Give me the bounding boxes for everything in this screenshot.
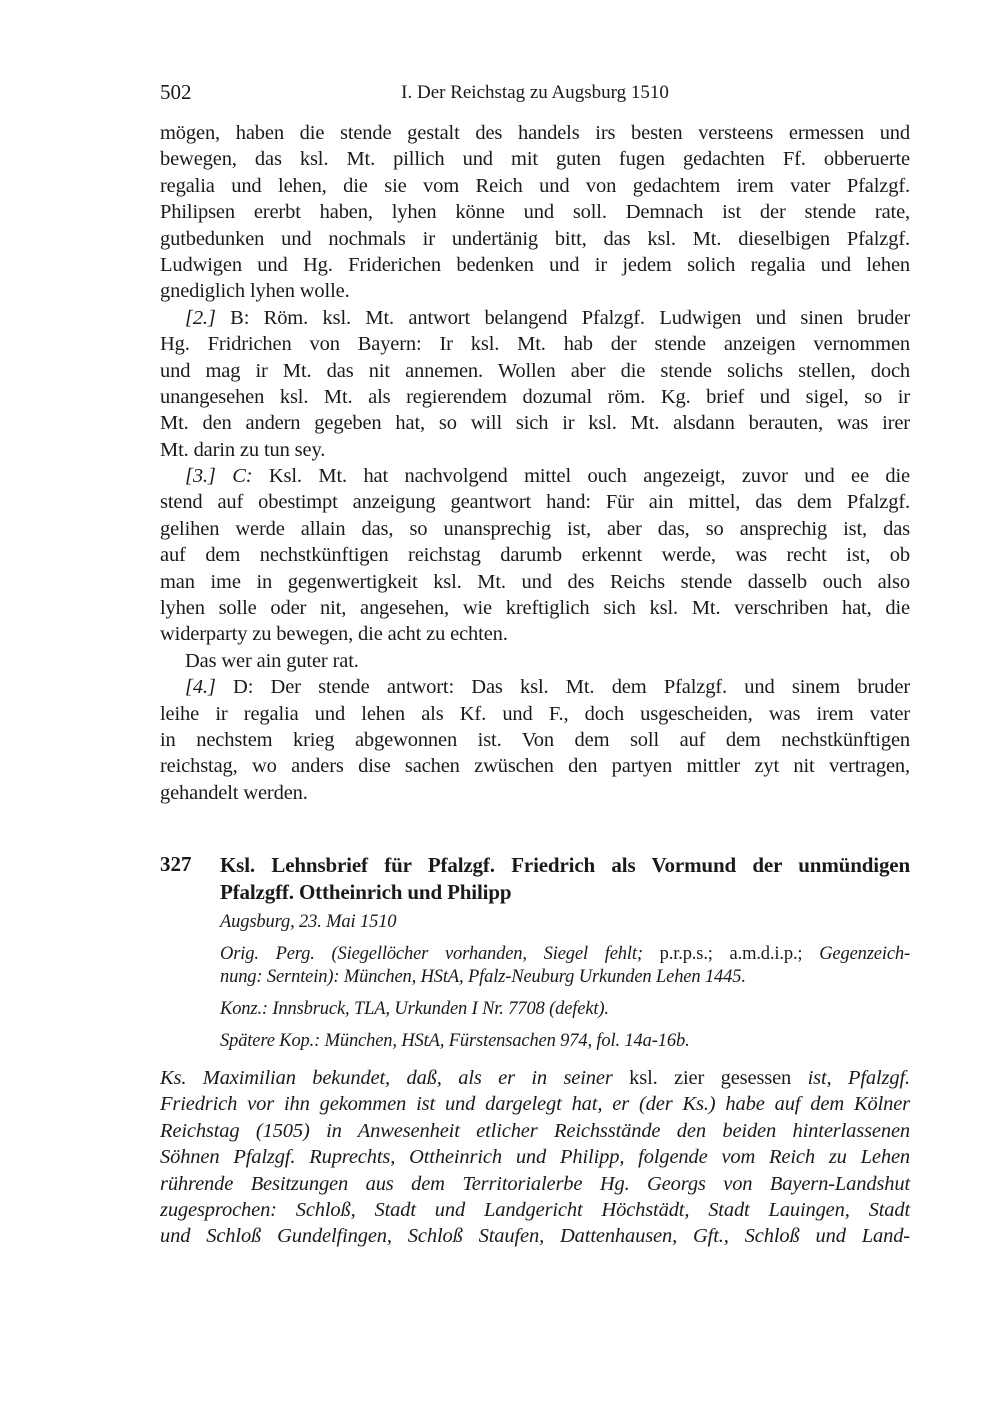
- text-segment: und mag ir Mt. das nit annemen. Wollen aber die stende solichs stellen, doch: [160, 359, 910, 382]
- text-line: [160, 120, 910, 146]
- text-segment: stend auf obestimpt anzeigung geantwort hand: Für ain mittel, das dem Pfalzgf.: [160, 491, 910, 514]
- text-line: [160, 1223, 910, 1249]
- source-copy: [220, 1030, 910, 1053]
- text-segment: Friedrich vor ihn gekommen ist und dargelegt hat, er (der Ks.) habe auf dem Kölner: [160, 1093, 910, 1116]
- document-summary: [160, 1065, 910, 1250]
- text-line: [220, 911, 910, 934]
- text-line: [160, 701, 910, 727]
- running-title: I. Der Reichstag zu Augsburg 1510: [401, 82, 669, 103]
- text-line: [160, 278, 910, 304]
- text-line: [160, 1118, 910, 1144]
- text-line: [160, 489, 910, 515]
- text-line: [160, 146, 910, 172]
- text-line: [160, 384, 910, 410]
- text-line: [160, 542, 910, 568]
- text-segment: Das wer ain guter rat.: [185, 649, 359, 672]
- text-segment: Ksl. Mt. hat nachvolgend mittel ouch angezeigt, zuvor und ee die: [252, 465, 911, 488]
- text-line: [160, 621, 910, 647]
- text-segment: leihe ir regalia und lehen als Kf. und F., doch usgescheiden, was irem vater: [160, 702, 910, 725]
- text-segment: gutbedunken und nochmals ir undertänig bitt, das ksl. Mt. dieselbigen Pfalzgf.: [160, 227, 910, 250]
- text-segment: bewegen, das ksl. Mt. pillich und mit guten fugen gedachten Ff. obberuerte: [160, 148, 910, 171]
- text-segment: nung: Serntein): München, HStA, Pfalz-Neuburg Urkunden Lehen 1445.: [220, 967, 746, 987]
- text-segment: unangesehen ksl. Mt. als regierendem dozumal röm. Kg. brief und sigel, so ir: [160, 385, 910, 408]
- source-original: [220, 943, 910, 989]
- text-segment: gehandelt werden.: [160, 781, 308, 804]
- text-segment: Gegenzeich-: [802, 944, 911, 964]
- text-line: [160, 1065, 910, 1091]
- text-segment: Ksl. Lehnsbrief für Pfalzgf. Friedrich als Vormund der unmündigen: [220, 853, 910, 877]
- text-segment: gnediglich lyhen wolle.: [160, 280, 350, 303]
- text-line: [220, 852, 910, 879]
- text-segment: Augsburg, 23. Mai 1510: [220, 912, 397, 932]
- text-line: [160, 753, 910, 779]
- text-line: [160, 648, 910, 674]
- text-segment: auf dem nechstkünftigen reichstag darumb erkennt werde, was recht ist, ob: [160, 544, 910, 567]
- text-line: [160, 252, 910, 278]
- text-segment: mögen, haben die stende gestalt des handels irs besten versteens ermessen und: [160, 122, 910, 144]
- text-segment: Hg. Fridrichen von Bayern: Ir ksl. Mt. hab der stende anzeigen vernommen: [160, 333, 910, 356]
- text-segment: lyhen solle oder nit, angesehen, wie kreftiglich sich ksl. Mt. verschriben hat, die: [160, 597, 910, 620]
- text-segment: D: Der stende antwort: Das ksl. Mt. dem Pfalzgf. und sinem bruder: [215, 676, 910, 699]
- text-line: [160, 1197, 910, 1223]
- text-segment: gelihen werde allain das, so unansprechig ist, aber das, so ansprechig ist, das: [160, 517, 910, 540]
- text-segment: Ludwigen und Hg. Friderichen bedenken und ir jedem solich regalia und lehen: [160, 253, 910, 276]
- text-segment: Söhnen Pfalzgf. Ruprechts, Ottheinrich und Philipp, folgende vom Reich zu Lehen: [160, 1146, 910, 1169]
- text-segment: [2.]: [185, 306, 216, 329]
- text-segment: Ks. Maximilian bekundet, daß, als er in seiner: [160, 1067, 630, 1089]
- page-number: 502: [160, 80, 192, 104]
- text-segment: B: Röm. ksl. Mt. antwort belangend Pfalzgf. Ludwigen und sinen bruder: [215, 306, 910, 329]
- source-concept: [220, 998, 910, 1021]
- text-line: [160, 674, 910, 700]
- text-line: [160, 226, 910, 252]
- document-number: 327: [160, 852, 192, 876]
- text-line: [160, 595, 910, 621]
- text-segment: Mt. darin zu tun sey.: [160, 438, 326, 461]
- text-segment: p.r.p.s.; a.m.d.i.p.;: [659, 944, 803, 964]
- text-segment: ksl. zier gesessen: [629, 1067, 808, 1089]
- text-line: [160, 463, 910, 489]
- text-line: [160, 173, 910, 199]
- text-segment: regalia und lehen, die sie vom Reich und von gedachtem irem vater Pfalzgf.: [160, 174, 910, 197]
- text-segment: widerparty zu bewegen, die acht zu echten.: [160, 623, 508, 646]
- text-segment: Orig. Perg. (Siegellöcher vorhanden, Siegel fehlt;: [220, 944, 660, 964]
- text-line: [160, 780, 910, 806]
- text-line: [160, 1171, 910, 1197]
- text-segment: ist, Pfalzgf.: [807, 1067, 910, 1089]
- text-segment: in nechstem krieg abgewonnen ist. Von dem soll auf dem nechstkünftigen: [160, 728, 910, 751]
- text-line: [220, 943, 910, 966]
- text-line: [160, 199, 910, 225]
- text-segment: Mt. den andern gegeben hat, so will sich ir ksl. Mt. alsdann berauten, was irer: [160, 412, 910, 435]
- text-line: [160, 1091, 910, 1117]
- text-segment: Philipsen ererbt haben, lyhen könne und soll. Demnach ist der stende rate,: [160, 201, 910, 224]
- document-date: [220, 911, 910, 934]
- text-segment: rührende Besitzungen aus dem Territorialerbe Hg. Georgs von Bayern-Landshut: [160, 1172, 910, 1195]
- text-line: [160, 516, 910, 542]
- text-segment: Spätere Kop.: München, HStA, Fürstensachen 974, fol. 14a-16b.: [220, 1031, 690, 1051]
- text-line: [160, 358, 910, 384]
- text-segment: [3.] C:: [185, 465, 253, 488]
- text-line: [160, 410, 910, 436]
- text-segment: und Schloß Gundelfingen, Schloß Staufen, Dattenhausen, Gft., Schloß und Land-: [160, 1225, 910, 1248]
- text-line: [220, 998, 910, 1021]
- text-line: [220, 1030, 910, 1053]
- text-line: [160, 305, 910, 331]
- text-line: [160, 437, 910, 463]
- text-segment: Konz.: Innsbruck, TLA, Urkunden I Nr. 7708 (defekt).: [220, 999, 609, 1019]
- text-segment: reichstag, wo anders dise sachen zwüschen den partyen mittler zyt nit vertragen,: [160, 755, 910, 778]
- text-line: [160, 331, 910, 357]
- text-line: [160, 569, 910, 595]
- text-segment: [4.]: [185, 676, 216, 699]
- text-segment: zugesprochen: Schloß, Stadt und Landgericht Höchstädt, Stadt Lauingen, Stadt: [160, 1198, 910, 1221]
- text-segment: Pfalzgff. Ottheinrich und Philipp: [220, 880, 512, 904]
- document-title: [220, 852, 910, 906]
- text-line: [160, 727, 910, 753]
- text-line: [160, 1144, 910, 1170]
- text-line: [220, 879, 910, 906]
- text-segment: man ime in gegenwertigkeit ksl. Mt. und des Reichs stende dasselb ouch also: [160, 570, 910, 593]
- text-line: [220, 966, 910, 989]
- main-text: [160, 120, 910, 806]
- text-segment: Reichstag (1505) in Anwesenheit etlicher Reichsstände den beiden hinterlassenen: [160, 1119, 910, 1142]
